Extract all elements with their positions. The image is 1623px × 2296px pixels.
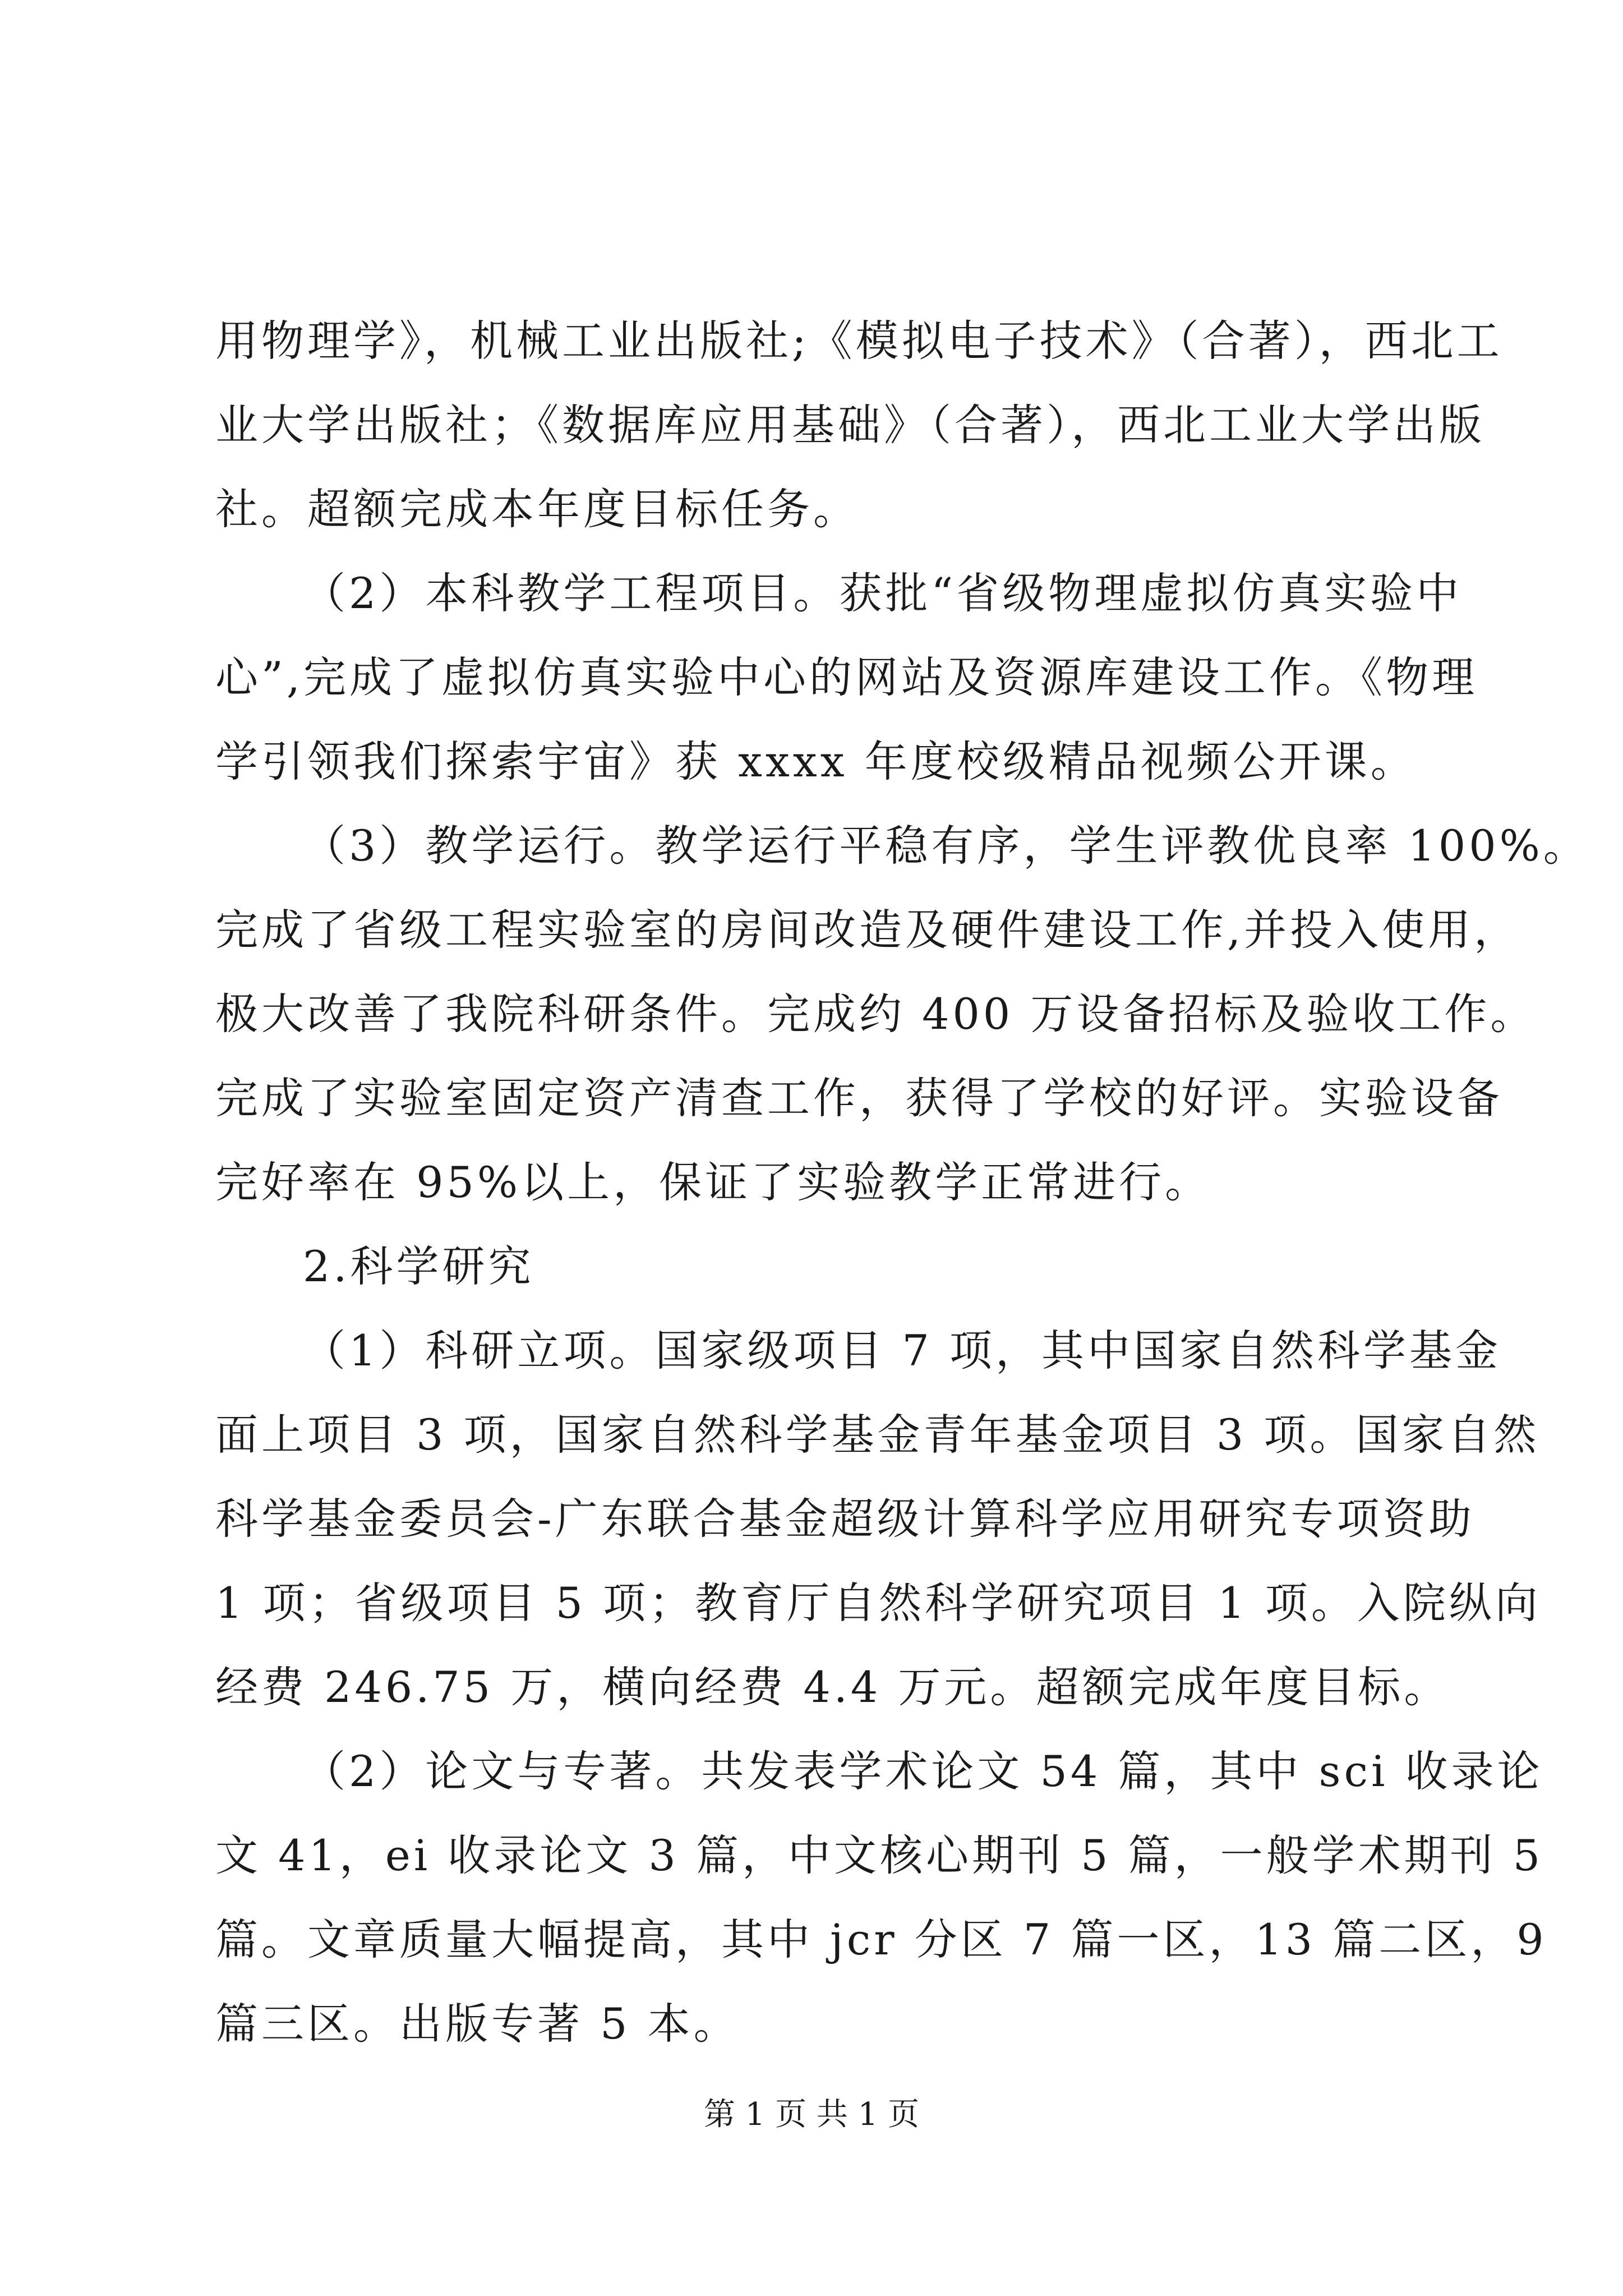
text-line: 科学基金委员会-广东联合基金超级计算科学应用研究专项资助 bbox=[215, 1494, 1475, 1544]
text-line: 社。超额完成本年度目标任务。 bbox=[215, 484, 859, 534]
text-line: 业大学出版社；《数据库应用基础》（合著），西北工业大学出版 bbox=[215, 400, 1485, 450]
text-line: 文 41，ei 收录论文 3 篇，中文核心期刊 5 篇，一般学术期刊 5 bbox=[215, 1830, 1544, 1880]
text-line: 篇。文章质量大幅提高，其中 jcr 分区 7 篇一区，13 篇二区，9 bbox=[215, 1915, 1547, 1964]
text-line: 完好率在 95%以上，保证了实验教学正常进行。 bbox=[215, 1157, 1211, 1207]
page-number-footer: 第 1 页 共 1 页 bbox=[703, 2096, 920, 2133]
text-line: 1 项；省级项目 5 项；教育厅自然科学研究项目 1 项。入院纵向 bbox=[215, 1578, 1541, 1628]
text-line: 学引领我们探索宇宙》获 xxxx 年度校级精品视频公开课。 bbox=[215, 737, 1417, 786]
text-line: 用物理学》，机械工业出版社;《模拟电子技术》（合著），西北工 bbox=[215, 316, 1503, 366]
paragraph-heading-undergrad-project: （2）本科教学工程项目。获批“省级物理虚拟仿真实验中 bbox=[303, 568, 1463, 618]
text-line: 面上项目 3 项，国家自然科学基金青年基金项目 3 项。国家自然 bbox=[215, 1410, 1540, 1460]
text-line: 完成了省级工程实验室的房间改造及硬件建设工作,并投入使用， bbox=[215, 905, 1520, 955]
text-line: 完成了实验室固定资产清查工作，获得了学校的好评。实验设备 bbox=[215, 1073, 1503, 1123]
section-heading-research: 2.科学研究 bbox=[303, 1241, 534, 1291]
paragraph-heading-papers: （2）论文与专著。共发表学术论文 54 篇，其中 sci 收录论 bbox=[303, 1746, 1543, 1796]
text-line: 心”,完成了虚拟仿真实验中心的网站及资源库建设工作。《物理 bbox=[215, 652, 1478, 702]
text-line: 极大改善了我院科研条件。完成约 400 万设备招标及验收工作。 bbox=[215, 989, 1537, 1039]
paragraph-heading-teaching-operation: （3）教学运行。教学运行平稳有序，学生评教优良率 100%。 bbox=[303, 821, 1589, 871]
text-line: 篇三区。出版专著 5 本。 bbox=[215, 1999, 740, 2049]
text-line: 经费 246.75 万，横向经费 4.4 万元。超额完成年度目标。 bbox=[215, 1662, 1450, 1712]
paragraph-heading-research-projects: （1）科研立项。国家级项目 7 项，其中国家自然科学基金 bbox=[303, 1326, 1502, 1375]
